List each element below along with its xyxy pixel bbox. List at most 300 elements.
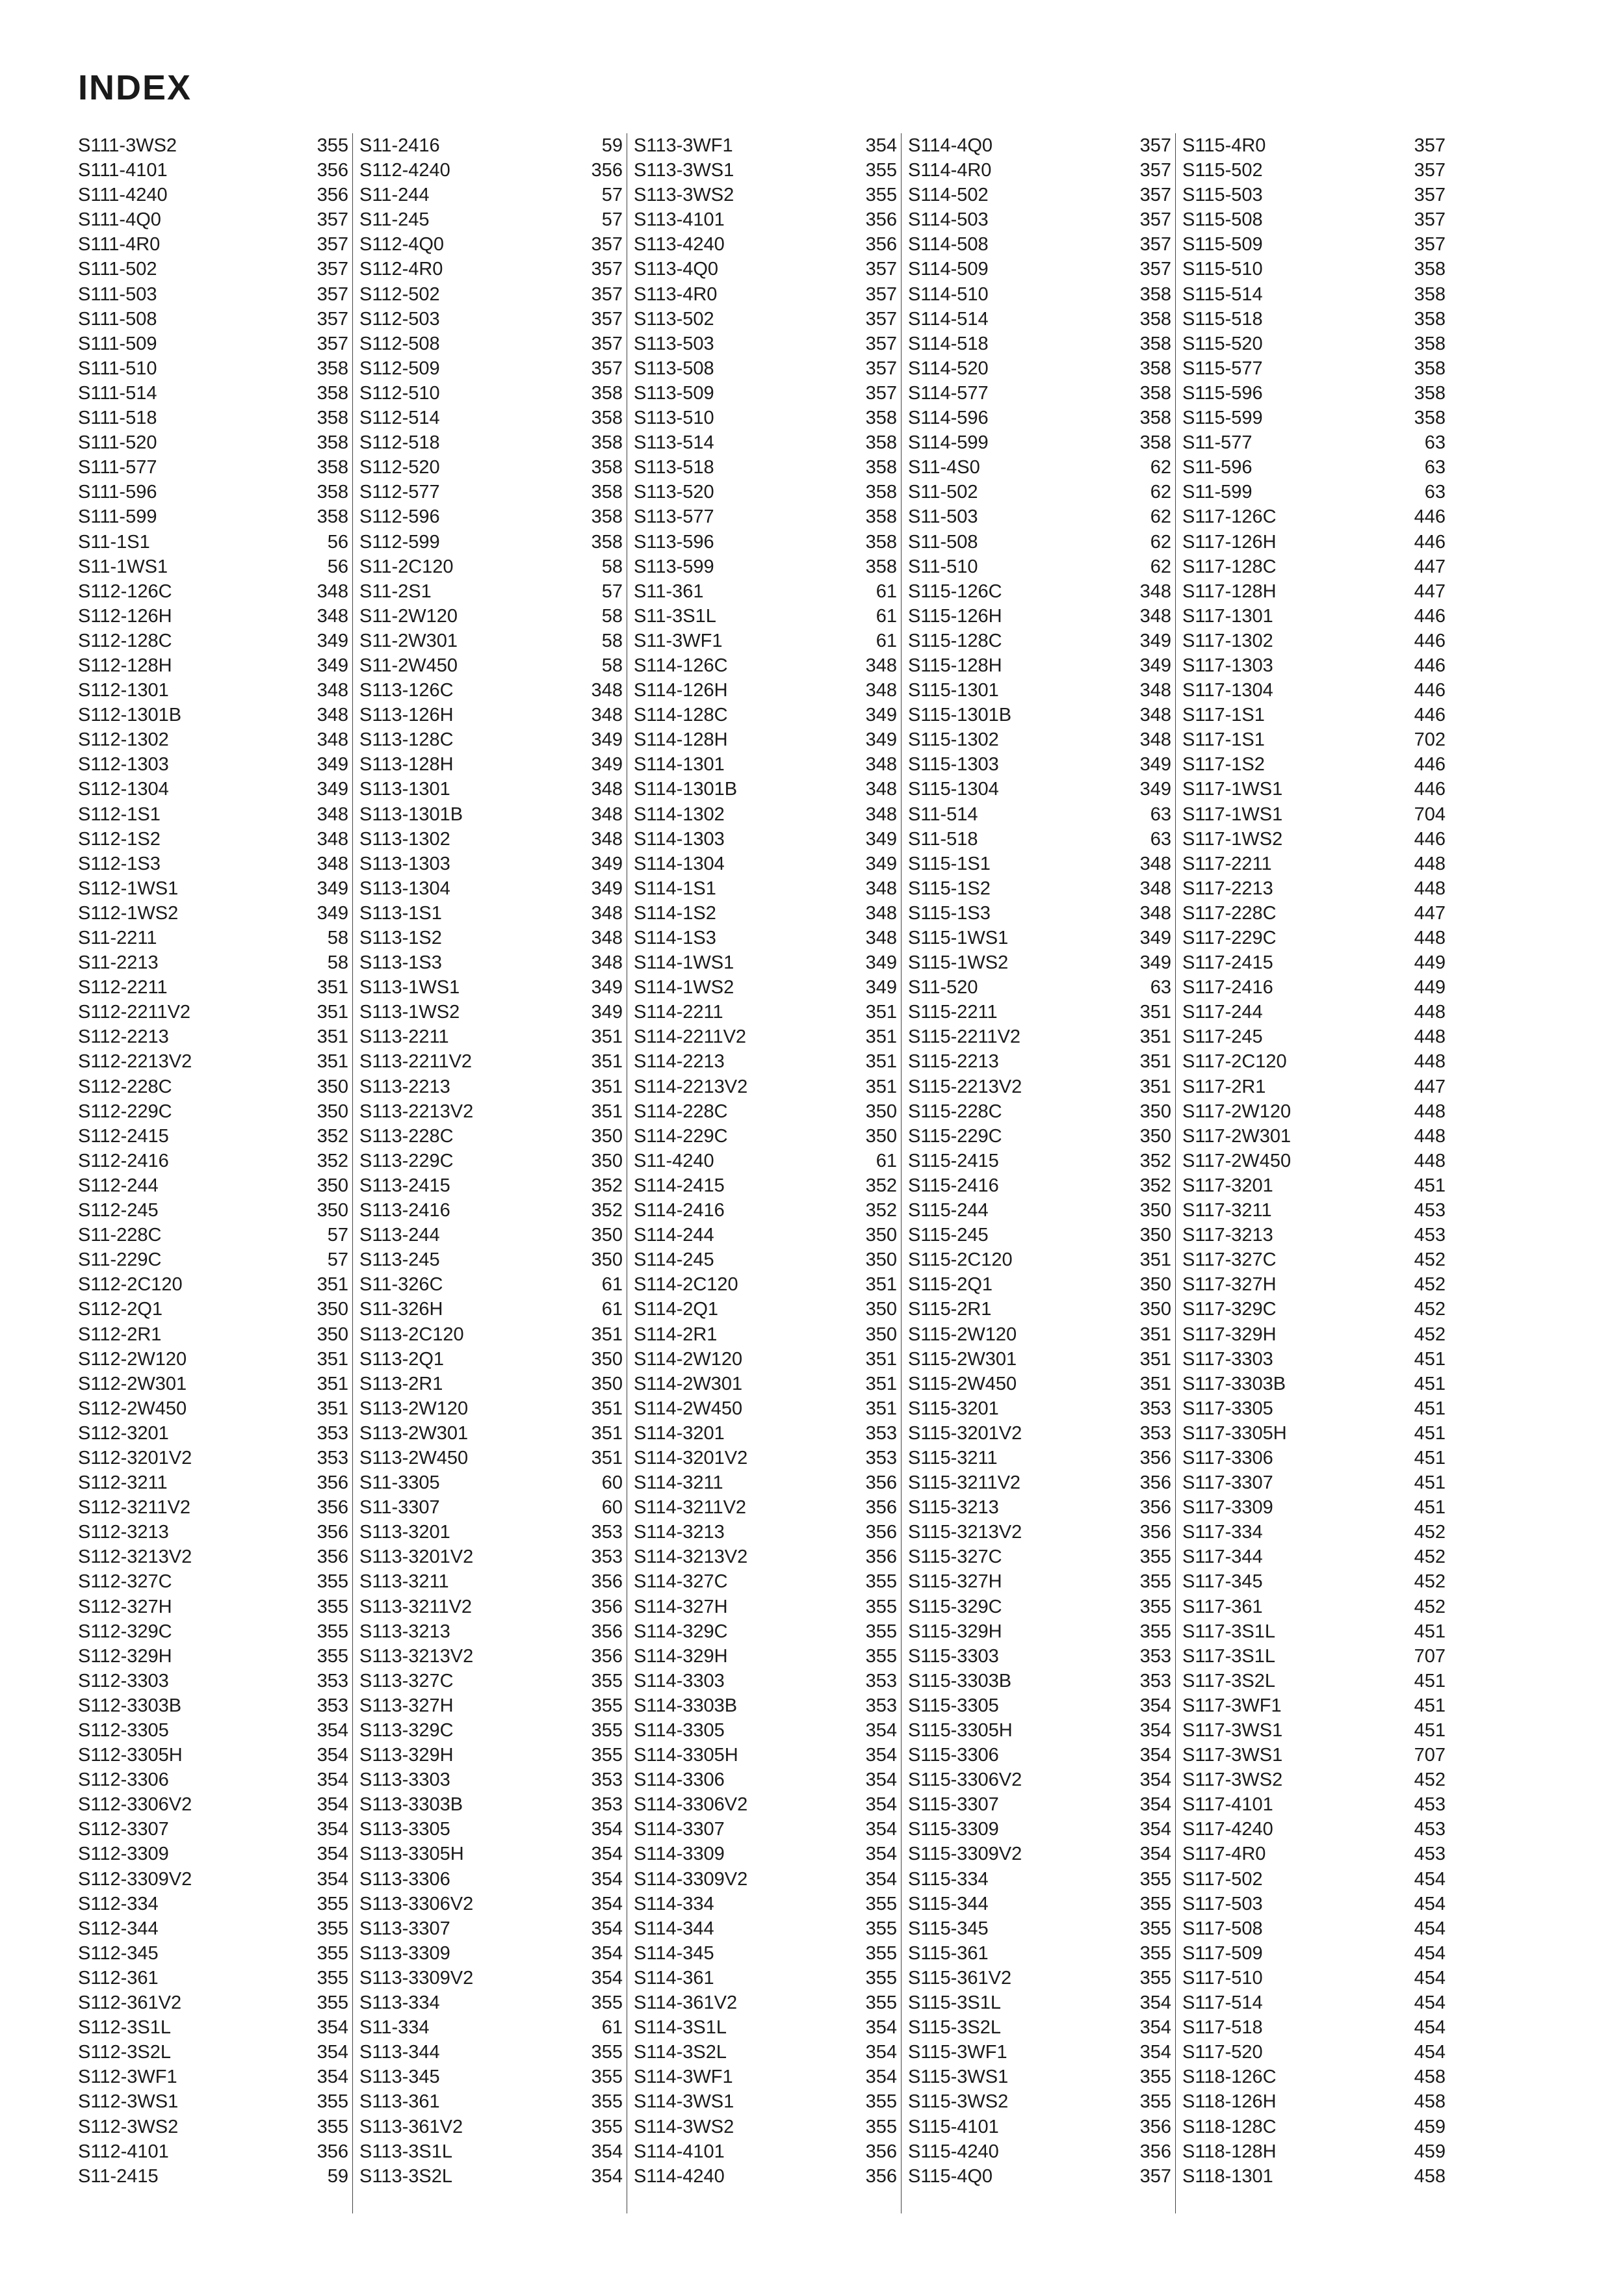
index-entry — [634, 1099, 897, 1124]
entry-code: S11-599 — [1182, 482, 1253, 503]
index-entry — [1182, 1198, 1446, 1223]
index-entry — [1182, 207, 1446, 232]
entry-page-number: 356 — [317, 1497, 348, 1519]
index-entry — [908, 1718, 1171, 1743]
entry-page-number: 58 — [327, 928, 348, 948]
entry-code: S117-3WF1 — [1182, 1695, 1282, 1716]
entry-code: S115-518 — [1182, 308, 1263, 330]
entry-code: S115-4Q0 — [908, 2165, 993, 2187]
entry-code: S114-502 — [908, 185, 989, 206]
entry-page-number: 449 — [1414, 977, 1446, 998]
index-entry — [1182, 604, 1446, 629]
index-entry — [908, 629, 1171, 653]
entry-page-number: 350 — [1139, 1299, 1171, 1320]
index-entry — [634, 455, 897, 480]
entry-code: S112-126H — [78, 605, 172, 627]
entry-page-number: 447 — [1414, 1076, 1446, 1097]
index-entry — [908, 2164, 1171, 2189]
entry-page-number: 355 — [1139, 1942, 1171, 1964]
index-entry — [1182, 852, 1446, 876]
entry-code: S11-334 — [359, 2017, 430, 2039]
entry-page-number: 358 — [865, 408, 897, 429]
index-entry — [78, 158, 348, 183]
entry-page-number: 351 — [865, 1348, 897, 1370]
index-entry — [908, 480, 1171, 504]
entry-code: S112-3S2L — [78, 2042, 171, 2063]
entry-page-number: 459 — [1414, 2116, 1446, 2137]
entry-page-number: 58 — [327, 952, 348, 974]
entry-code: S113-245 — [359, 1249, 440, 1271]
entry-code: S113-4R0 — [634, 283, 718, 305]
entry-page-number: 357 — [317, 209, 348, 231]
entry-code: S112-334 — [78, 1893, 159, 1914]
entry-page-number: 354 — [865, 1844, 897, 1865]
index-entry — [359, 1817, 623, 1842]
entry-page-number: 448 — [1414, 1150, 1446, 1171]
entry-page-number: 357 — [1414, 160, 1446, 181]
index-entry — [1182, 480, 1446, 504]
entry-page-number: 349 — [865, 977, 897, 998]
index-entry — [78, 950, 348, 975]
entry-code: S112-126C — [78, 581, 172, 602]
entry-page-number: 354 — [317, 1720, 348, 1741]
entry-page-number: 351 — [317, 1274, 348, 1296]
index-entry — [78, 406, 348, 430]
entry-page-number: 351 — [865, 1274, 897, 1296]
index-entry — [634, 1842, 897, 1866]
index-entry — [78, 1693, 348, 1718]
entry-code: S115-1304 — [908, 779, 999, 800]
entry-page-number: 355 — [317, 1893, 348, 1914]
entry-page-number: 358 — [591, 482, 623, 503]
index-entry — [908, 1669, 1171, 1693]
entry-code: S112-329H — [78, 1645, 172, 1667]
entry-code: S112-1303 — [78, 754, 169, 776]
entry-code: S115-345 — [908, 1918, 989, 1939]
entry-code: S115-2213V2 — [908, 1076, 1022, 1097]
entry-code: S112-1302 — [78, 729, 169, 751]
entry-page-number: 357 — [591, 283, 623, 305]
index-entry — [78, 1644, 348, 1669]
entry-code: S117-3303B — [1182, 1373, 1286, 1394]
index-entry — [78, 926, 348, 950]
entry-page-number: 357 — [865, 333, 897, 354]
index-entry — [1182, 2015, 1446, 2040]
entry-page-number: 348 — [865, 878, 897, 899]
index-entry — [359, 1099, 623, 1124]
entry-page-number: 354 — [317, 1745, 348, 1766]
entry-page-number: 354 — [1139, 1769, 1171, 1791]
entry-code: S112-345 — [78, 1942, 159, 1964]
entry-page-number: 354 — [1139, 2042, 1171, 2063]
entry-page-number: 354 — [865, 2067, 897, 2088]
entry-code: S114-3309 — [634, 1844, 725, 1865]
entry-code: S112-577 — [359, 482, 440, 503]
entry-page-number: 352 — [865, 1200, 897, 1221]
entry-code: S113-334 — [359, 1992, 440, 2014]
entry-page-number: 348 — [317, 605, 348, 627]
entry-code: S113-2211 — [359, 1026, 449, 1048]
entry-page-number: 354 — [591, 1942, 623, 1964]
entry-page-number: 348 — [317, 853, 348, 874]
entry-page-number: 354 — [1139, 1794, 1171, 1816]
entry-page-number: 350 — [317, 1324, 348, 1345]
entry-code: S113-514 — [634, 432, 714, 454]
entry-page-number: 351 — [591, 1101, 623, 1122]
index-entry — [908, 554, 1171, 579]
entry-code: S114-128C — [634, 705, 728, 726]
index-entry — [1182, 727, 1446, 752]
index-entry — [634, 158, 897, 183]
entry-code: S112-1S2 — [78, 828, 161, 850]
entry-code: S113-3S2L — [359, 2165, 452, 2187]
entry-code: S115-508 — [1182, 209, 1263, 231]
entry-page-number: 452 — [1414, 1596, 1446, 1617]
entry-page-number: 350 — [591, 1373, 623, 1394]
entry-code: S113-1303 — [359, 853, 450, 874]
index-entry — [359, 1669, 623, 1693]
entry-code: S117-4101 — [1182, 1794, 1273, 1816]
entry-page-number: 355 — [1139, 1893, 1171, 1914]
entry-page-number: 357 — [1139, 234, 1171, 255]
entry-page-number: 348 — [591, 680, 623, 701]
entry-page-number: 358 — [317, 506, 348, 528]
index-entry — [1182, 1075, 1446, 1099]
index-entry — [359, 1198, 623, 1223]
entry-page-number: 358 — [1414, 358, 1446, 379]
entry-page-number: 351 — [1139, 1051, 1171, 1073]
entry-code: S114-3305 — [634, 1720, 725, 1741]
entry-code: S113-1S2 — [359, 928, 442, 948]
index-entry — [634, 2065, 897, 2089]
entry-code: S117-2213 — [1182, 878, 1273, 899]
index-entry — [1182, 1470, 1446, 1495]
entry-code: S114-2W450 — [634, 1398, 743, 1419]
index-entry — [78, 554, 348, 579]
index-entry — [359, 1545, 623, 1569]
entry-code: S117-245 — [1182, 1026, 1263, 1048]
entry-page-number: 356 — [865, 1522, 897, 1543]
entry-page-number: 349 — [591, 977, 623, 998]
entry-page-number: 355 — [865, 1596, 897, 1617]
index-entry — [634, 1495, 897, 1520]
entry-code: S11-577 — [1182, 432, 1253, 454]
entry-code: S114-520 — [908, 358, 989, 379]
entry-code: S11-361 — [634, 581, 704, 602]
index-entry — [78, 752, 348, 777]
entry-page-number: 348 — [591, 928, 623, 948]
index-entry — [78, 1347, 348, 1372]
entry-page-number: 356 — [865, 1546, 897, 1568]
entry-page-number: 446 — [1414, 828, 1446, 850]
index-entry — [908, 827, 1171, 852]
entry-page-number: 454 — [1414, 2017, 1446, 2039]
entry-page-number: 451 — [1414, 1373, 1446, 1394]
entry-page-number: 355 — [591, 1992, 623, 2014]
entry-code: S113-3211V2 — [359, 1596, 473, 1617]
entry-page-number: 356 — [591, 1621, 623, 1642]
entry-code: S114-126C — [634, 655, 728, 676]
entry-code: S11-510 — [908, 556, 978, 577]
entry-code: S112-2211V2 — [78, 1002, 191, 1023]
index-entry — [359, 307, 623, 332]
entry-code: S112-3303 — [78, 1670, 169, 1691]
entry-code: S115-3213V2 — [908, 1522, 1022, 1543]
entry-code: S113-509 — [634, 382, 714, 404]
entry-code: S114-3WF1 — [634, 2067, 733, 2088]
entry-page-number: 354 — [865, 1745, 897, 1766]
entry-code: S113-361V2 — [359, 2116, 463, 2137]
index-entry — [78, 1842, 348, 1866]
index-entry — [908, 1099, 1171, 1124]
entry-page-number: 358 — [317, 432, 348, 454]
index-entry — [78, 1272, 348, 1297]
entry-page-number: 356 — [1139, 1522, 1171, 1543]
index-entry — [1182, 678, 1446, 703]
index-entry — [1182, 1223, 1446, 1247]
entry-code: S114-3303B — [634, 1695, 738, 1716]
entry-code: S114-509 — [908, 259, 989, 280]
entry-page-number: 354 — [317, 1769, 348, 1791]
entry-code: S11-2416 — [359, 135, 440, 156]
entry-code: S113-327C — [359, 1670, 454, 1691]
entry-page-number: 458 — [1414, 2067, 1446, 2088]
index-entry — [78, 307, 348, 332]
entry-code: S117-3306 — [1182, 1447, 1273, 1468]
index-entry — [1182, 802, 1446, 827]
entry-code: S114-3211V2 — [634, 1497, 747, 1519]
index-entry — [78, 1545, 348, 1569]
entry-page-number: 451 — [1414, 1422, 1446, 1444]
entry-page-number: 353 — [591, 1546, 623, 1568]
entry-page-number: 349 — [317, 754, 348, 776]
entry-code: S112-509 — [359, 358, 440, 379]
entry-page-number: 351 — [591, 1324, 623, 1345]
index-entry — [908, 1644, 1171, 1669]
index-entry — [359, 1990, 623, 2015]
entry-code: S113-2213 — [359, 1076, 450, 1097]
entry-page-number: 352 — [317, 1150, 348, 1171]
entry-page-number: 454 — [1414, 1992, 1446, 2014]
entry-page-number: 349 — [317, 779, 348, 800]
index-entry — [78, 1173, 348, 1198]
index-entry — [1182, 901, 1446, 926]
entry-code: S115-3201 — [908, 1398, 999, 1419]
entry-page-number: 452 — [1414, 1249, 1446, 1271]
entry-code: S111-518 — [78, 408, 157, 429]
index-entry — [634, 777, 897, 802]
index-entry — [78, 1247, 348, 1272]
entry-code: S113-344 — [359, 2042, 440, 2063]
entry-page-number: 702 — [1414, 729, 1446, 751]
index-entry — [634, 1817, 897, 1842]
entry-page-number: 453 — [1414, 1819, 1446, 1840]
entry-page-number: 354 — [317, 2042, 348, 2063]
entry-code: S11-520 — [908, 977, 978, 998]
entry-page-number: 355 — [865, 185, 897, 206]
entry-code: S114-1S1 — [634, 878, 716, 899]
entry-page-number: 447 — [1414, 581, 1446, 602]
index-entry — [908, 1842, 1171, 1866]
entry-page-number: 356 — [317, 185, 348, 206]
entry-page-number: 355 — [865, 1992, 897, 2014]
index-entry — [1182, 1247, 1446, 1272]
entry-code: S117-327C — [1182, 1249, 1277, 1271]
entry-code: S112-128H — [78, 655, 172, 676]
index-entry — [359, 430, 623, 455]
entry-page-number: 63 — [1150, 977, 1171, 998]
entry-page-number: 350 — [1139, 1125, 1171, 1147]
entry-code: S113-1S1 — [359, 902, 442, 924]
index-entry — [634, 1718, 897, 1743]
entry-page-number: 452 — [1414, 1769, 1446, 1791]
entry-code: S114-229C — [634, 1125, 728, 1147]
index-entry — [78, 1396, 348, 1421]
entry-code: S115-126C — [908, 581, 1002, 602]
entry-code: S11-2C120 — [359, 556, 454, 577]
entry-page-number: 357 — [865, 308, 897, 330]
entry-code: S112-596 — [359, 506, 440, 528]
entry-page-number: 452 — [1414, 1546, 1446, 1568]
entry-code: S113-3306 — [359, 1868, 450, 1890]
entry-page-number: 446 — [1414, 779, 1446, 800]
index-entry — [908, 1990, 1171, 2015]
entry-code: S114-126H — [634, 680, 728, 701]
index-entry — [78, 1124, 348, 1149]
index-entry — [1182, 2139, 1446, 2164]
entry-code: S112-4240 — [359, 160, 450, 181]
entry-code: S117-345 — [1182, 1571, 1263, 1593]
entry-code: S112-327H — [78, 1596, 172, 1617]
index-entry — [359, 1372, 623, 1396]
entry-code: S113-3303B — [359, 1794, 463, 1816]
entry-code: S117-1301 — [1182, 605, 1273, 627]
entry-code: S113-2416 — [359, 1200, 450, 1221]
index-entry — [908, 1619, 1171, 1644]
index-entry — [359, 1693, 623, 1718]
index-entry — [359, 554, 623, 579]
entry-page-number: 356 — [1139, 2141, 1171, 2162]
entry-code: S112-510 — [359, 382, 440, 404]
index-entry — [359, 1173, 623, 1198]
entry-page-number: 354 — [317, 1868, 348, 1890]
index-entry — [1182, 1024, 1446, 1049]
entry-page-number: 355 — [1139, 1571, 1171, 1593]
entry-page-number: 354 — [591, 1893, 623, 1914]
entry-code: S112-1WS2 — [78, 902, 179, 924]
entry-code: S112-520 — [359, 457, 440, 478]
entry-page-number: 355 — [317, 2091, 348, 2113]
entry-page-number: 454 — [1414, 1868, 1446, 1890]
entry-page-number: 350 — [1139, 1200, 1171, 1221]
entry-code: S115-361V2 — [908, 1967, 1012, 1989]
entry-code: S112-1S1 — [78, 803, 161, 825]
index-entry — [908, 604, 1171, 629]
index-entry — [359, 504, 623, 529]
index-entry — [634, 1446, 897, 1470]
entry-code: S11-228C — [78, 1225, 162, 1246]
entry-code: S113-4Q0 — [634, 259, 719, 280]
entry-page-number: 357 — [865, 283, 897, 305]
entry-page-number: 357 — [591, 259, 623, 280]
entry-code: S113-3305H — [359, 1844, 464, 1865]
entry-page-number: 349 — [1139, 952, 1171, 974]
entry-page-number: 349 — [1139, 779, 1171, 800]
entry-page-number: 63 — [1424, 432, 1446, 454]
entry-code: S11-502 — [908, 482, 978, 503]
entry-code: S115-1303 — [908, 754, 999, 776]
index-column-5 — [1175, 133, 1449, 2213]
entry-page-number: 351 — [317, 1348, 348, 1370]
entry-code: S113-3309 — [359, 1942, 450, 1964]
entry-page-number: 358 — [1414, 308, 1446, 330]
entry-page-number: 358 — [1139, 408, 1171, 429]
index-entry — [78, 2115, 348, 2139]
entry-page-number: 452 — [1414, 1522, 1446, 1543]
index-entry — [359, 975, 623, 1000]
index-entry — [78, 975, 348, 1000]
index-entry — [634, 950, 897, 975]
entry-code: S115-3306V2 — [908, 1769, 1022, 1791]
entry-code: S113-2211V2 — [359, 1051, 473, 1073]
index-entry — [908, 653, 1171, 678]
entry-code: S111-596 — [78, 482, 157, 503]
entry-page-number: 358 — [317, 457, 348, 478]
entry-code: S115-1S2 — [908, 878, 991, 899]
index-entry — [1182, 1842, 1446, 1866]
entry-code: S117-510 — [1182, 1967, 1263, 1989]
index-entry — [78, 1792, 348, 1817]
entry-code: S112-2211 — [78, 977, 168, 998]
entry-page-number: 62 — [1150, 482, 1171, 503]
entry-page-number: 350 — [865, 1324, 897, 1345]
entry-code: S117-1WS1 — [1182, 779, 1283, 800]
entry-page-number: 451 — [1414, 1621, 1446, 1642]
entry-page-number: 357 — [591, 358, 623, 379]
entry-code: S115-4240 — [908, 2141, 999, 2162]
index-entry — [78, 852, 348, 876]
entry-page-number: 446 — [1414, 705, 1446, 726]
index-entry — [78, 2015, 348, 2040]
entry-code: S114-329H — [634, 1645, 728, 1667]
entry-code: S113-3213V2 — [359, 1645, 474, 1667]
entry-code: S112-3309V2 — [78, 1868, 192, 1890]
entry-code: S113-2213V2 — [359, 1101, 474, 1122]
index-entry — [908, 1247, 1171, 1272]
entry-code: S117-229C — [1182, 928, 1277, 948]
entry-code: S112-344 — [78, 1918, 159, 1939]
index-entry — [908, 1322, 1171, 1347]
index-entry — [908, 2015, 1171, 2040]
entry-page-number: 448 — [1414, 928, 1446, 948]
entry-code: S113-3S1L — [359, 2141, 452, 2162]
entry-page-number: 355 — [1139, 1967, 1171, 1989]
index-entry — [78, 579, 348, 604]
index-entry — [908, 133, 1171, 158]
index-entry — [634, 579, 897, 604]
entry-page-number: 355 — [317, 135, 348, 156]
entry-code: S113-2W120 — [359, 1398, 469, 1419]
entry-code: S113-3WS1 — [634, 160, 734, 181]
entry-page-number: 448 — [1414, 1101, 1446, 1122]
index-entry — [908, 1470, 1171, 1495]
entry-code: S112-503 — [359, 308, 440, 330]
index-entry — [78, 802, 348, 827]
entry-code: S113-329C — [359, 1720, 454, 1741]
entry-page-number: 351 — [1139, 1324, 1171, 1345]
entry-code: S117-3WS2 — [1182, 1769, 1283, 1791]
entry-page-number: 353 — [1139, 1422, 1171, 1444]
